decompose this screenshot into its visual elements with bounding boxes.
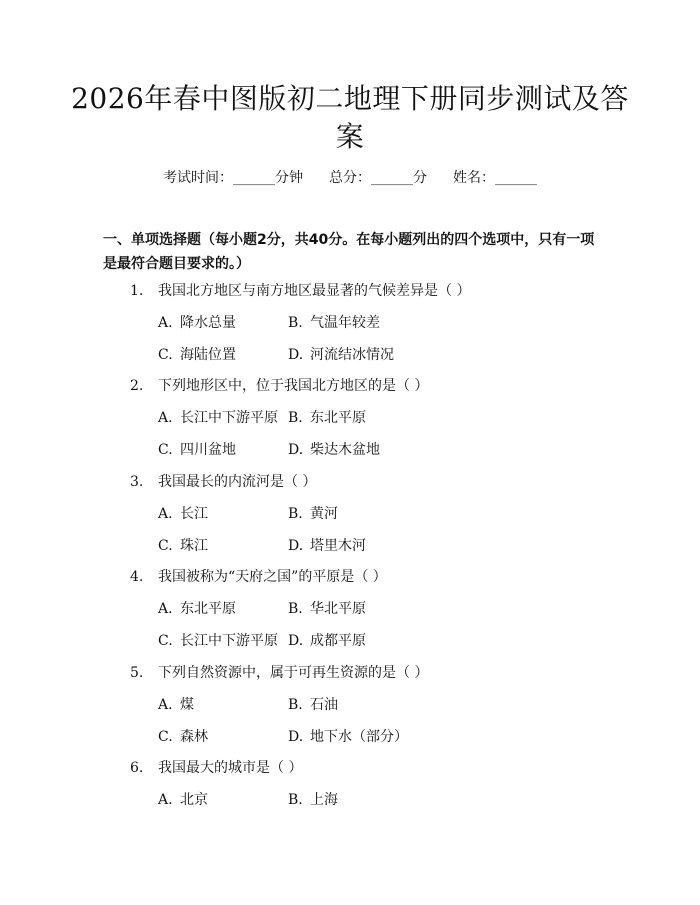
option-letter: D. — [288, 729, 304, 745]
option-letter: A. — [158, 697, 173, 713]
option-text: 东北平原 — [310, 410, 366, 426]
option-letter: A. — [158, 601, 173, 617]
section-heading: 一、单项选择题（每小题2分，共40分。在每小题列出的四个选项中，只有一项是最符合题目要求的。） — [103, 232, 595, 272]
option-text: 四川盆地 — [180, 442, 236, 458]
option-6a — [158, 790, 208, 810]
question-6 — [130, 758, 302, 778]
option-text: 珠江 — [180, 538, 208, 554]
option-2a — [158, 408, 278, 428]
option-4c — [158, 631, 278, 651]
exam-meta-line — [0, 168, 700, 188]
option-text: 森林 — [180, 729, 208, 745]
option-letter: D. — [288, 442, 304, 458]
option-5d — [288, 727, 408, 747]
total-score-field: 总分：______分 — [329, 170, 427, 186]
option-text: 上海 — [310, 792, 338, 808]
option-5b — [288, 695, 338, 715]
option-letter: B. — [288, 410, 303, 426]
question-number: 4. — [130, 569, 144, 585]
option-6b — [288, 790, 338, 810]
question-text: 下列自然资源中，属于可再生资源的是（ ） — [158, 665, 429, 681]
option-text: 东北平原 — [180, 601, 236, 617]
question-2 — [130, 376, 428, 396]
option-5c — [158, 727, 208, 747]
option-text: 气温年较差 — [310, 315, 380, 331]
question-text: 我国北方地区与南方地区最显著的气候差异是（ ） — [158, 283, 471, 299]
option-2d — [288, 440, 380, 460]
option-text: 塔里木河 — [310, 538, 366, 554]
question-number: 3. — [130, 474, 144, 490]
question-text: 下列地形区中，位于我国北方地区的是（ ） — [158, 378, 429, 394]
option-text: 海陆位置 — [180, 347, 236, 363]
option-letter: D. — [288, 538, 304, 554]
option-2c — [158, 440, 236, 460]
question-number: 5. — [130, 665, 144, 681]
option-1a — [158, 313, 236, 333]
question-number: 6. — [130, 760, 144, 776]
student-name-field: 姓名：______ — [453, 170, 537, 186]
question-1 — [130, 281, 470, 301]
question-5 — [130, 663, 428, 683]
option-text: 长江中下游平原 — [180, 410, 278, 426]
exam-time-field: 考试时间：______分钟 — [163, 170, 303, 186]
option-3b — [288, 504, 338, 524]
option-letter: D. — [288, 347, 304, 363]
option-text: 石油 — [310, 697, 338, 713]
option-letter: A. — [158, 410, 173, 426]
question-3 — [130, 472, 316, 492]
option-letter: A. — [158, 792, 173, 808]
option-letter: D. — [288, 633, 304, 649]
option-2b — [288, 408, 366, 428]
option-text: 黄河 — [310, 506, 338, 522]
option-letter: C. — [158, 538, 173, 554]
question-number: 1. — [130, 283, 144, 299]
option-letter: C. — [158, 633, 173, 649]
option-letter: C. — [158, 442, 173, 458]
option-3d — [288, 536, 366, 556]
option-text: 长江 — [180, 506, 208, 522]
option-text: 煤 — [180, 697, 194, 713]
option-letter: C. — [158, 347, 173, 363]
option-letter: B. — [288, 506, 303, 522]
option-letter: B. — [288, 601, 303, 617]
option-1b — [288, 313, 380, 333]
question-text: 我国最长的内流河是（ ） — [158, 474, 317, 490]
option-1d — [288, 345, 394, 365]
option-3a — [158, 504, 208, 524]
option-letter: B. — [288, 792, 303, 808]
option-text: 降水总量 — [180, 315, 236, 331]
option-letter: A. — [158, 506, 173, 522]
option-4b — [288, 599, 366, 619]
option-1c — [158, 345, 236, 365]
question-text: 我国被称为“天府之国”的平原是（ ） — [158, 569, 387, 585]
option-text: 地下水（部分） — [310, 729, 408, 745]
option-4a — [158, 599, 236, 619]
option-letter: C. — [158, 729, 173, 745]
question-4 — [130, 567, 387, 587]
option-letter: B. — [288, 315, 303, 331]
page-title: 2026年春中图版初二地理下册同步测试及答案 — [71, 82, 629, 153]
option-text: 河流结冰情况 — [310, 347, 394, 363]
question-text: 我国最大的城市是（ ） — [158, 760, 303, 776]
option-letter: B. — [288, 697, 303, 713]
option-text: 成都平原 — [310, 633, 366, 649]
option-text: 北京 — [180, 792, 208, 808]
option-text: 长江中下游平原 — [180, 633, 278, 649]
option-letter: A. — [158, 315, 173, 331]
option-3c — [158, 536, 208, 556]
option-text: 华北平原 — [310, 601, 366, 617]
option-4d — [288, 631, 366, 651]
question-number: 2. — [130, 378, 144, 394]
option-5a — [158, 695, 194, 715]
option-text: 柴达木盆地 — [310, 442, 380, 458]
